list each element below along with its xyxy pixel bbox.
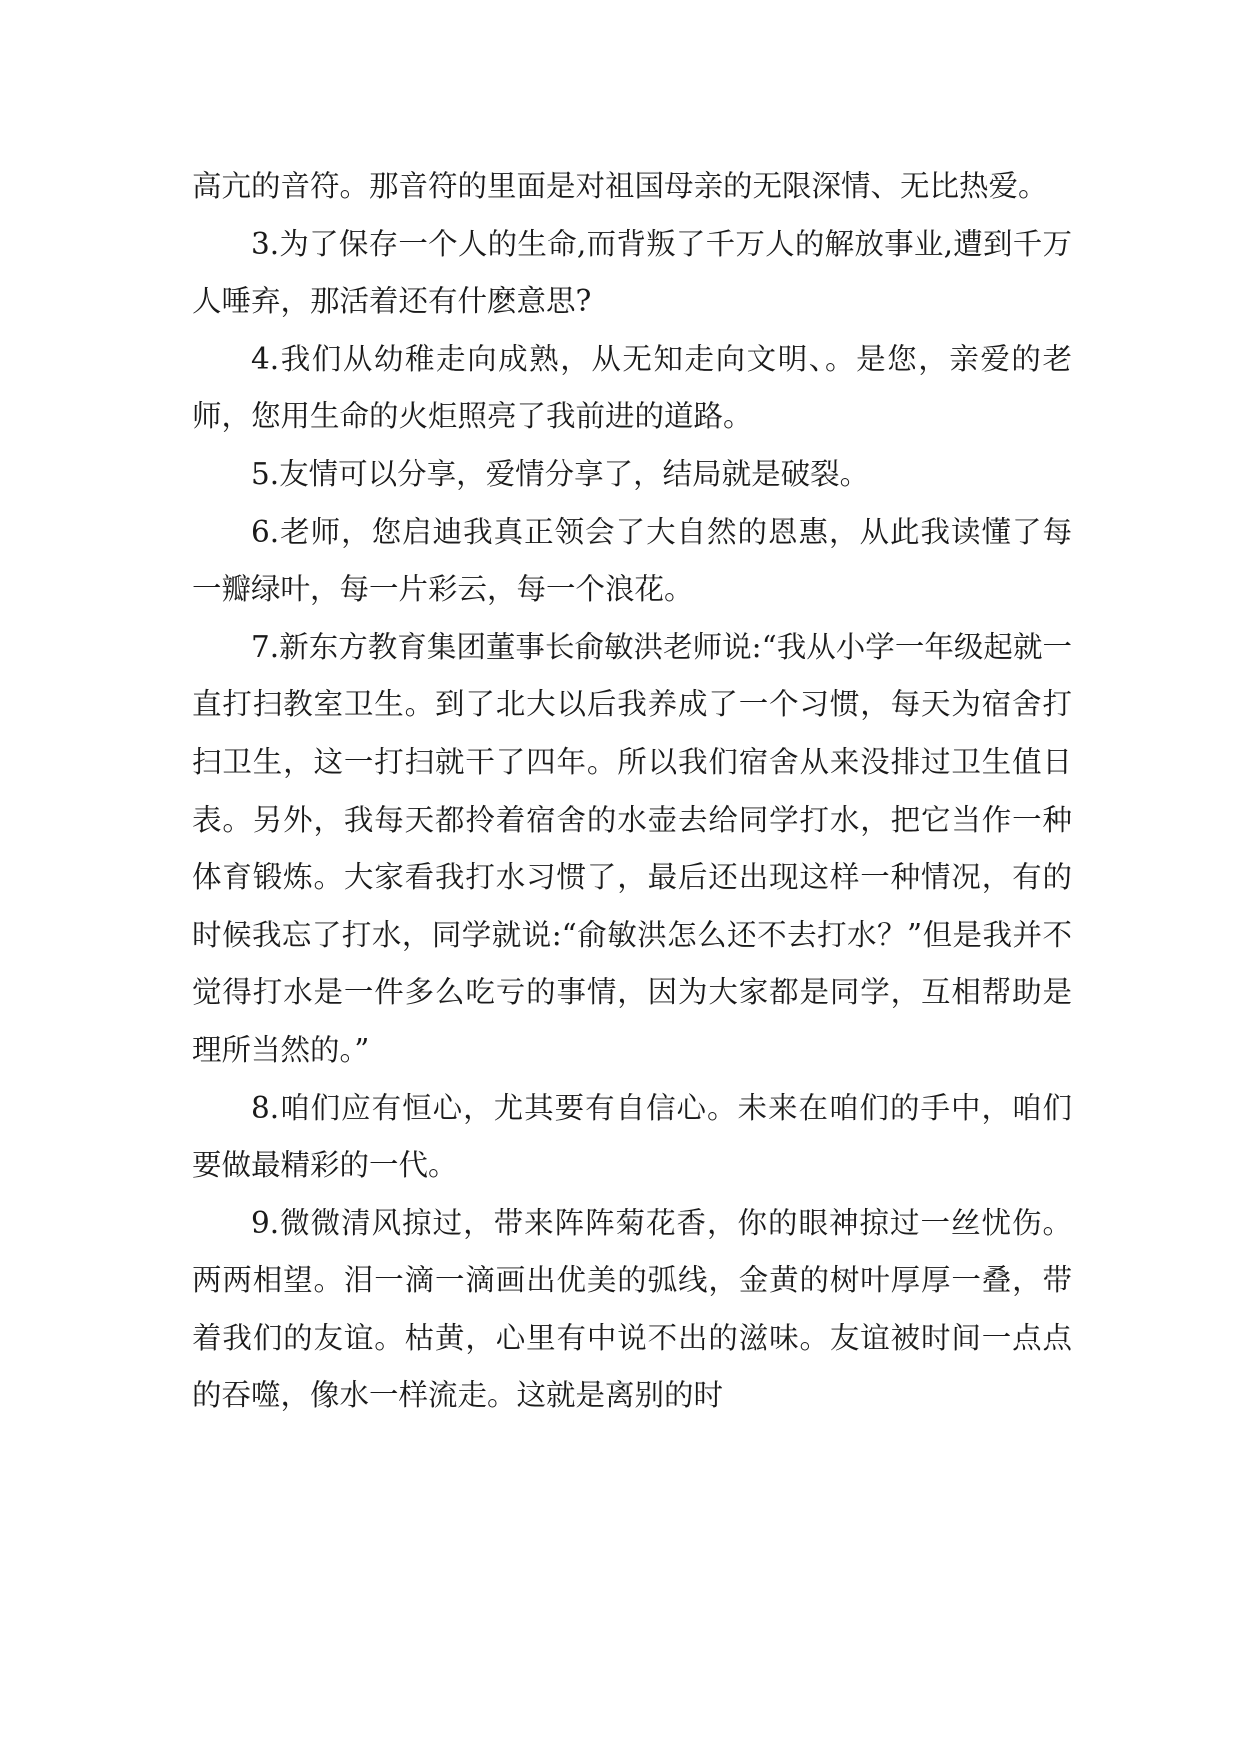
paragraph-7: 7.新东方教育集团董事长俞敏洪老师说:“我从小学一年级起就一直打扫教室卫生。到了北大以后我养成了一个习惯，每天为宿舍打扫卫生，这一打扫就干了四年。所以我们宿舍从来没排过卫生值日表。另外，我每天都拎着宿舍的水壶去给同学打水，把它当作一种体育锻炼。大家看我打水习惯了，最后还出现这样一种情况，有的时候我忘了打水，同学就说:“俞敏洪怎么还不去打水？”但是我并不觉得打水是一件多么吃亏的事情，因为大家都是同学，互相帮助是理所当然的。” — [192, 629, 1072, 1067]
paragraph-8: 8.咱们应有恒心，尤其要有自信心。未来在咱们的手中，咱们要做最精彩的一代。 — [192, 1090, 1072, 1183]
paragraph-3: 3.为了保存一个人的生命,而背叛了千万人的解放事业,遭到千万人唾弃，那活着还有什麽意思? — [192, 226, 1072, 319]
body-text — [192, 158, 1072, 1425]
paragraph-5: 5.友情可以分享，爱情分享了，结局就是破裂。 — [251, 456, 870, 491]
paragraph-9: 9.微微清风掠过，带来阵阵菊花香，你的眼神掠过一丝忧伤。两两相望。泪一滴一滴画出优美的弧线，金黄的树叶厚厚一叠，带着我们的友谊。枯黄，心里有中说不出的滋味。友谊被时间一点点的吞噬，像水一样流走。这就是离别的时 — [192, 1205, 1072, 1413]
paragraph-continuation: 高亢的音符。那音符的里面是对祖国母亲的无限深情、无比热爱。 — [192, 169, 1048, 203]
paragraph-6: 6.老师，您启迪我真正领会了大自然的恩惠，从此我读懂了每一瓣绿叶，每一片彩云，每一个浪花。 — [192, 514, 1072, 607]
paragraph-4: 4.我们从幼稚走向成熟，从无知走向文明、。是您，亲爱的老师，您用生命的火炬照亮了我前进的道路。 — [192, 341, 1072, 434]
